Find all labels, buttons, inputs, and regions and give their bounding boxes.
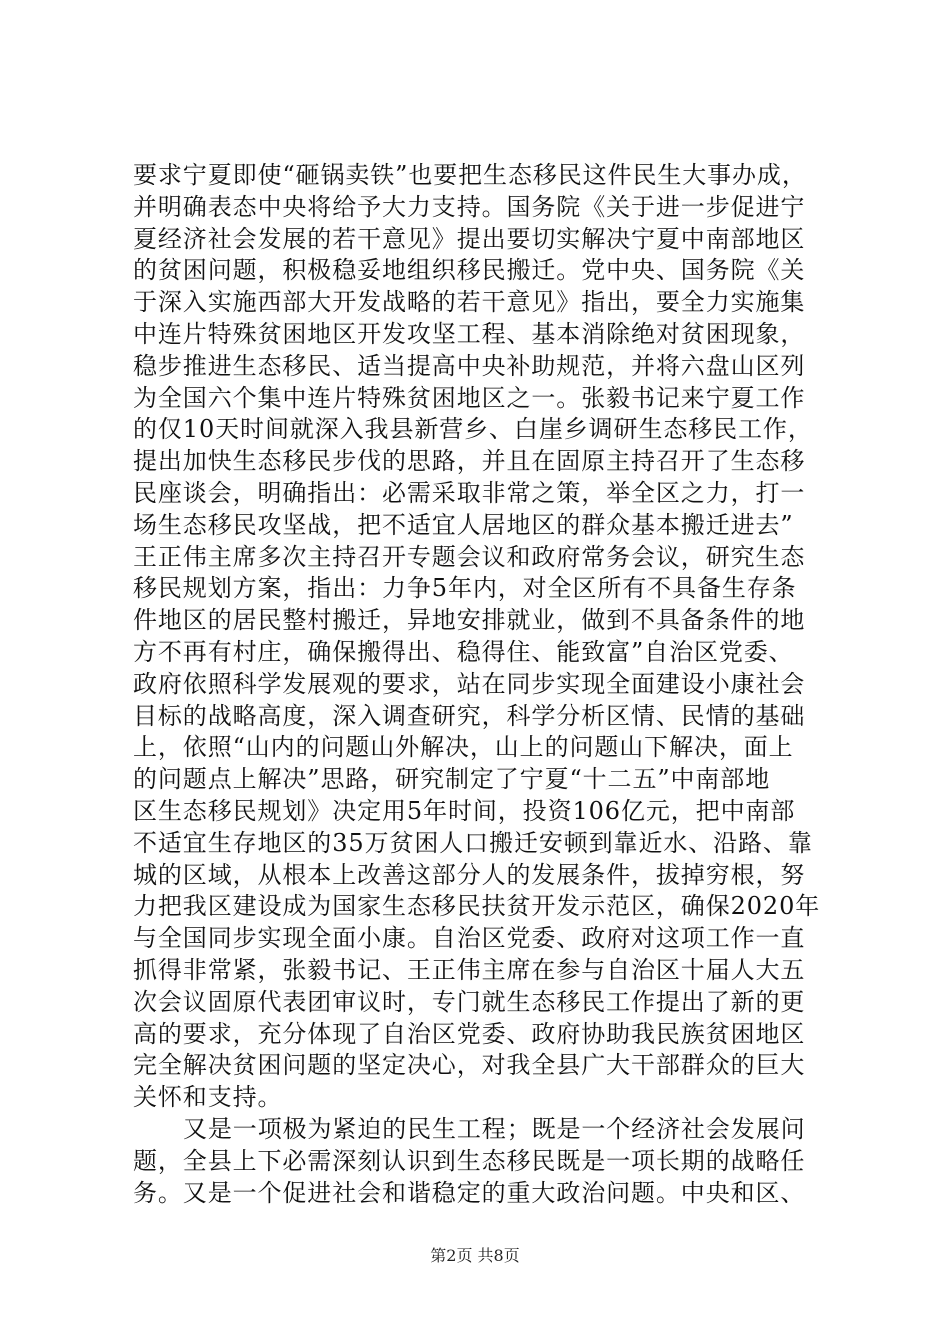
text-line: 目标的战略高度，深入调查研究，科学分析区情、民情的基础 — [133, 701, 806, 730]
text-line: 次会议固原代表团审议时，专门就生态移民工作提出了新的更 — [133, 987, 806, 1016]
text-line: 并明确表态中央将给予大力支持。国务院《关于进一步促进宁 — [133, 192, 806, 221]
text-line: 的问题点上解决”思路，研究制定了宁夏“十二五”中南部地 — [133, 765, 771, 794]
text-line: 不适宜生存地区的35万贫困人口搬迁安顿到靠近水、沿路、靠 — [133, 828, 813, 857]
text-line: 的仅10天时间就深入我县新营乡、白崖乡调研生态移民工作， — [133, 415, 813, 444]
text-line: 于深入实施西部大开发战略的若干意见》指出，要全力实施集 — [133, 288, 806, 317]
text-line: 高的要求，充分体现了自治区党委、政府协助我民族贫困地区 — [133, 1019, 806, 1048]
text-line: 城的区域，从根本上改善这部分人的发展条件，拔掉穷根，努 — [133, 860, 806, 889]
text-line: 移民规划方案，指出：力争5年内，对全区所有不具备生存条 — [133, 574, 797, 603]
text-line: 要求宁夏即使“砸锅卖铁”也要把生态移民这件民生大事办成， — [133, 161, 807, 189]
text-line: 上，依照“山内的问题山外解决，山上的问题山下解决，面上 — [133, 733, 794, 762]
text-line: 务。又是一个促进社会和谐稳定的重大政治问题。中央和区、 — [133, 1178, 806, 1207]
text-line: 王正伟主席多次主持召开专题会议和政府常务会议，研究生态 — [133, 542, 806, 571]
text-line: 提出加快生态移民步伐的思路，并且在固原主持召开了生态移 — [133, 447, 806, 476]
text-line: 稳步推进生态移民、适当提高中央补助规范，并将六盘山区列 — [133, 351, 806, 380]
text-line: 为全国六个集中连片特殊贫困地区之一。张毅书记来宁夏工作 — [133, 383, 806, 412]
text-line: 抓得非常紧，张毅书记、王正伟主席在参与自治区十届人大五 — [133, 955, 806, 984]
text-line: 民座谈会，明确指出：必需采取非常之策，举全区之力，打一 — [133, 478, 806, 507]
text-line: 力把我区建设成为国家生态移民扶贫开发示范区，确保2020年 — [133, 892, 821, 921]
text-line: 政府依照科学发展观的要求，站在同步实现全面建设小康社会 — [133, 669, 806, 698]
document-body — [133, 160, 833, 1209]
text-line: 场生态移民攻坚战，把不适宜人居地区的群众基本搬迁进去” — [133, 510, 794, 539]
text-line: 件地区的居民整村搬迁，异地安排就业，做到不具备条件的地 — [133, 606, 806, 635]
text-line: 的贫困问题，积极稳妥地组织移民搬迁。党中央、国务院《关 — [133, 256, 806, 285]
text-line: 题，全县上下必需深刻认识到生态移民既是一项长期的战略任 — [133, 1146, 806, 1175]
paragraph-2 — [133, 1114, 833, 1209]
text-line: 又是一项极为紧迫的民生工程；既是一个经济社会发展问 — [183, 1114, 806, 1143]
paragraph-1 — [133, 160, 833, 1114]
text-line: 关怀和支持。 — [133, 1083, 283, 1112]
text-line: 完全解决贫困问题的坚定决心，对我全县广大干部群众的巨大 — [133, 1051, 806, 1080]
text-line: 与全国同步实现全面小康。自治区党委、政府对这项工作一直 — [133, 924, 806, 953]
text-line: 区生态移民规划》决定用5年时间，投资106亿元，把中南部 — [133, 796, 796, 825]
text-line: 夏经济社会发展的若干意见》提出要切实解决宁夏中南部地区 — [133, 224, 806, 253]
text-line: 方不再有村庄，确保搬得出、稳得住、能致富”自治区党委、 — [133, 637, 794, 666]
text-line: 中连片特殊贫困地区开发攻坚工程、基本消除绝对贫困现象， — [133, 319, 806, 348]
page-footer: 第2页 共8页 — [430, 1246, 520, 1265]
